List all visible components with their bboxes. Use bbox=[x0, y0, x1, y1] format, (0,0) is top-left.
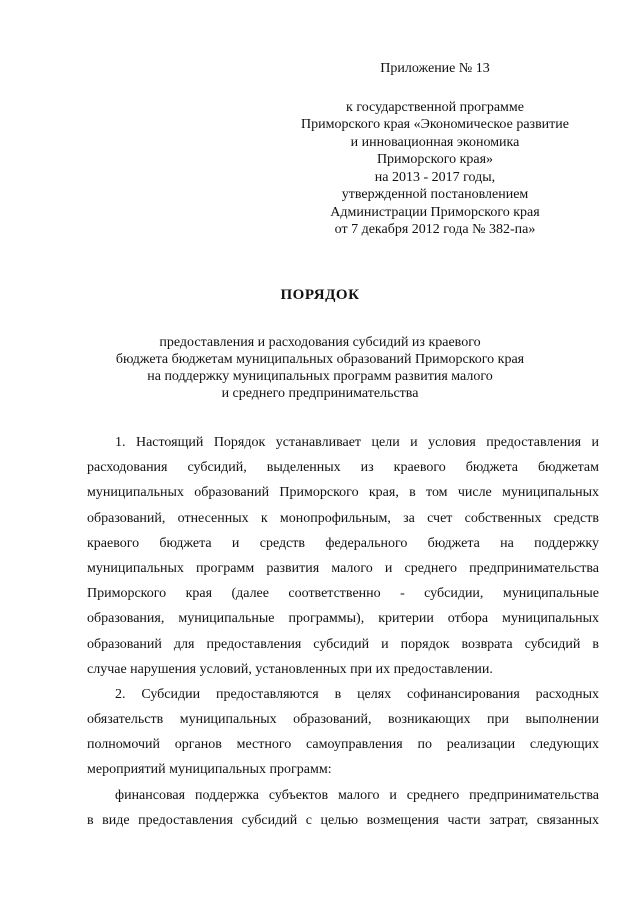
appendix-line: Администрации Приморского края bbox=[330, 204, 540, 220]
subtitle-line: на поддержку муниципальных программ развития малого bbox=[147, 369, 493, 384]
document-body bbox=[87, 430, 599, 833]
paragraph-line: расходования субсидий, выделенных из краевого бюджета бюджетам bbox=[87, 460, 599, 476]
paragraph-line: мероприятий муниципальных программ: bbox=[87, 762, 332, 778]
paragraph-3 bbox=[87, 783, 599, 833]
document-title: ПОРЯДОК bbox=[280, 287, 360, 303]
paragraph-line: в виде предоставления субсидий с целью возмещения части затрат, связанных bbox=[87, 812, 599, 828]
paragraph-line: муниципальных образований Приморского края, в том числе муниципальных bbox=[87, 485, 599, 501]
paragraph-line: образования, муниципальные программы), критерии отбора муниципальных bbox=[87, 611, 599, 627]
paragraph-line: муниципальных программ развития малого и среднего предпринимательства bbox=[87, 560, 599, 576]
paragraph-line: финансовая поддержка субъектов малого и среднего предпринимательства bbox=[115, 787, 599, 803]
appendix-title: Приложение № 13 bbox=[380, 61, 490, 76]
appendix-line: от 7 декабря 2012 года № 382-па» bbox=[334, 222, 536, 237]
subtitle-line: предоставления и расходования субсидий из краевого bbox=[159, 335, 481, 350]
subtitle-line: и среднего предпринимательства bbox=[221, 386, 419, 401]
appendix-line: Приморского края» bbox=[376, 152, 494, 167]
paragraph-2 bbox=[87, 682, 599, 783]
subtitle-line: бюджета бюджетам муниципальных образований Приморского края bbox=[115, 352, 525, 367]
appendix-line: к государственной программе bbox=[346, 99, 524, 115]
appendix-header bbox=[265, 60, 605, 239]
paragraph-line: 2. Субсидии предоставляются в целях софинансирования расходных bbox=[115, 686, 599, 702]
paragraph-line: обязательств муниципальных образований, возникающих при выполнении bbox=[87, 712, 599, 728]
paragraph-line: случае нарушения условий, установленных при их предоставлении. bbox=[87, 661, 493, 677]
appendix-line: и инновационная экономика bbox=[350, 134, 520, 150]
paragraph-line: полномочий органов местного самоуправления по реализации следующих bbox=[87, 737, 599, 753]
paragraph-line: 1. Настоящий Порядок устанавливает цели и условия предоставления и bbox=[115, 435, 599, 450]
paragraph-line: краевого бюджета и средств федерального бюджета на поддержку bbox=[87, 535, 599, 551]
paragraph-line: образований для предоставления субсидий и порядок возврата субсидий в bbox=[87, 636, 599, 652]
paragraph-line: образований, отнесенных к монопрофильным, за счет собственных средств bbox=[87, 510, 599, 526]
paragraph-1 bbox=[87, 430, 599, 682]
appendix-line: утвержденной постановлением bbox=[341, 187, 529, 202]
appendix-line: на 2013 - 2017 годы, bbox=[374, 169, 496, 185]
paragraph-line: Приморского края (далее соответственно - субсидии, муниципальные bbox=[87, 586, 599, 602]
appendix-line: Приморского края «Экономическое развитие bbox=[301, 117, 569, 132]
document-subtitle bbox=[0, 334, 640, 402]
